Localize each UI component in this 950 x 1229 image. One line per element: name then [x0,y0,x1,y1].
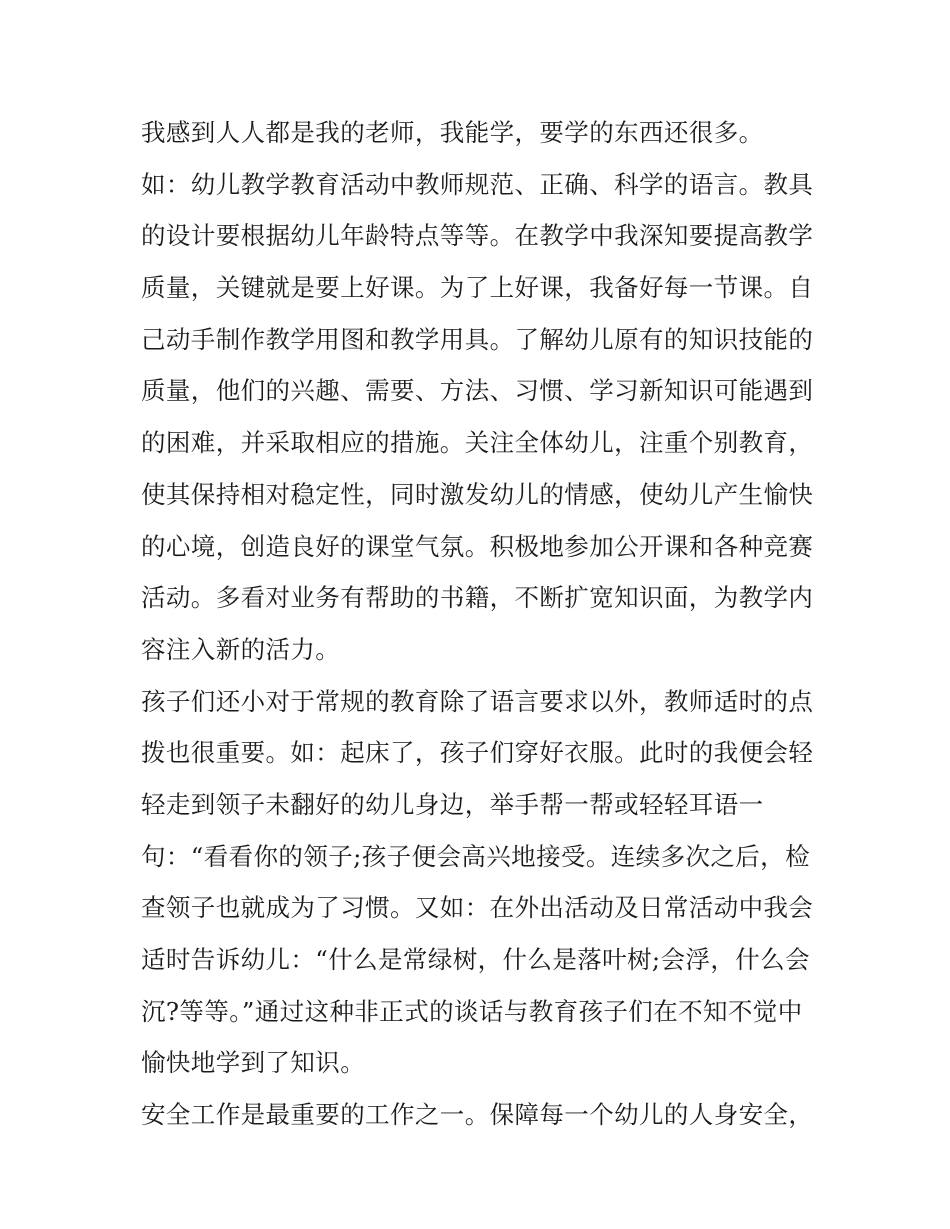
text-line: 安全工作是最重要的工作之一。保障每一个幼儿的人身安全， [141,1100,814,1130]
text-line: 轻走到领子未翻好的幼儿身边，举手帮一帮或轻轻耳语一 [141,789,764,819]
text-line: 查领子也就成为了习惯。又如：在外出活动及日常活动中我会 [141,893,814,923]
text-line: 质量，关键就是要上好课。为了上好课，我备好每一节课。自 [141,273,814,303]
text-line: 己动手制作教学用图和教学用具。了解幼儿原有的知识技能的 [141,324,814,354]
text-line: 质量，他们的兴趣、需要、方法、习惯、学习新知识可能遇到 [141,376,814,406]
text-line: 的心境，创造良好的课堂气氛。积极地参加公开课和各种竞赛 [141,531,814,561]
text-line: 如：幼儿教学教育活动中教师规范、正确、科学的语言。教具 [141,169,814,199]
text-line: 的困难，并采取相应的措施。关注全体幼儿，注重个别教育， [141,428,814,458]
text-line: 适时告诉幼儿：“什么是常绿树，什么是落叶树;会浮，什么会 [141,945,810,974]
text-line: 孩子们还小对于常规的教育除了语言要求以外，教师适时的点 [141,686,814,716]
text-line: 的设计要根据幼儿年龄特点等等。在教学中我深知要提高教学 [141,221,814,251]
body-text [141,107,821,1141]
text-line: 使其保持相对稳定性，同时激发幼儿的情感，使幼儿产生愉快 [141,479,814,509]
text-line: 拨也很重要。如：起床了，孩子们穿好衣服。此时的我便会轻 [141,738,814,768]
text-line: 容注入新的活力。 [141,634,341,664]
text-line: 我感到人人都是我的老师，我能学，要学的东西还很多。 [141,118,764,147]
text-line: 沉?等等。”通过这种非正式的谈话与教育孩子们在不知不觉中 [141,996,803,1026]
text-line: 活动。多看对业务有帮助的书籍，不断扩宽知识面，为教学内 [141,583,814,613]
text-line: 句：“看看你的领子;孩子便会高兴地接受。连续多次之后，检 [141,841,810,871]
text-line: 愉快地学到了知识。 [141,1048,366,1078]
